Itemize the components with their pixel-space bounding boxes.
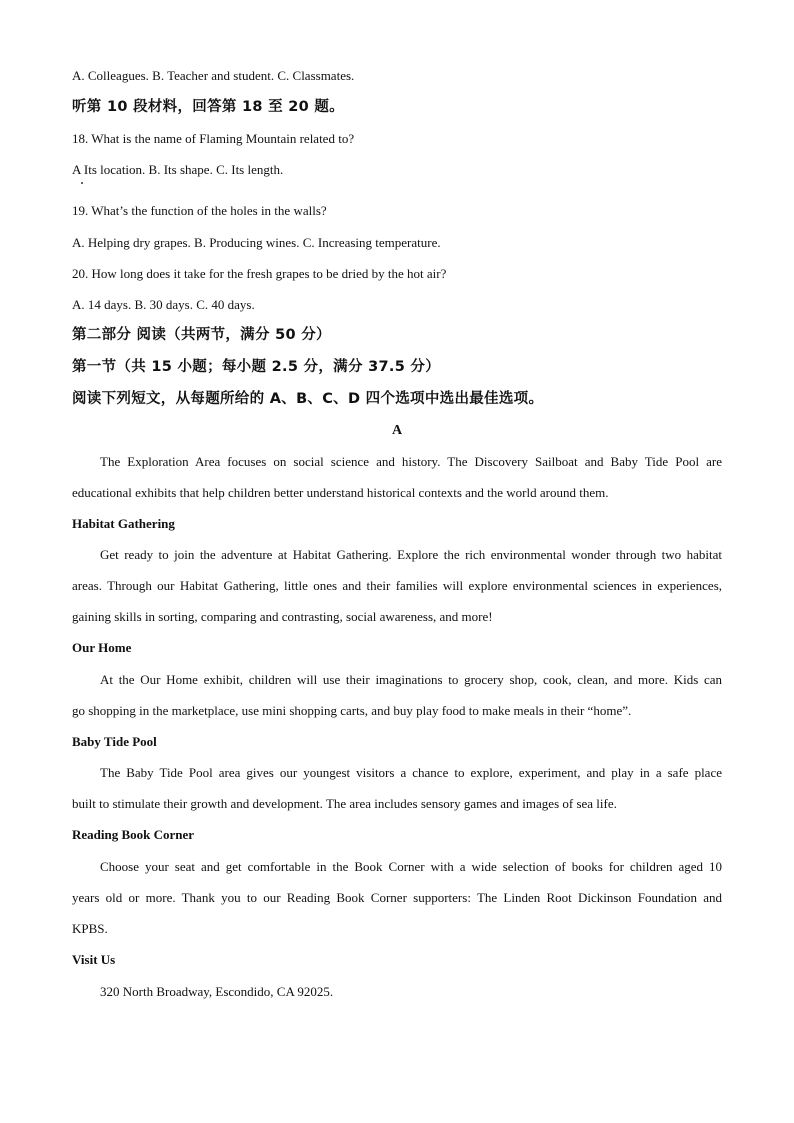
book-line-3: KPBS.	[72, 921, 108, 936]
passage-label: A	[391, 423, 403, 438]
tide-line-2: built to stimulate their growth and development. The area includes sensory games and images of sea life.	[72, 796, 617, 811]
q17-options: A. Colleagues. B. Teacher and student. C. Classmates.	[72, 68, 355, 83]
question-20-options: A. 14 days. B. 30 days. C. 40 days.	[72, 297, 255, 312]
intro-line-1: The Exploration Area focuses on social science and history. The Discovery Sailboat and Baby Tide Pool are	[100, 454, 722, 469]
question-18-options: A Its location. B. Its shape. C. Its length.	[72, 162, 284, 177]
stray-mark	[81, 182, 83, 184]
book-line-2: years old or more. Thank you to our Reading Book Corner supporters: The Linden Root Dickinson Foundation and	[72, 890, 722, 905]
section1-title: 第一节（共 15 小题；每小题 2.5 分，满分 37.5 分）	[72, 359, 441, 375]
home-line-2: go shopping in the marketplace, use mini shopping carts, and buy play food to make meals in their “home”.	[72, 703, 632, 718]
visit-address: 320 North Broadway, Escondido, CA 92025.	[100, 984, 334, 999]
part2-title: 第二部分 阅读（共两节，满分 50 分）	[72, 327, 331, 343]
tide-heading: Baby Tide Pool	[72, 734, 157, 749]
habitat-line-2: areas. Through our Habitat Gathering, little ones and their families will explore environmental sciences in experiences,	[72, 578, 722, 593]
section10-title: 听第 10 段材料，回答第 18 至 20 题。	[72, 99, 345, 115]
question-20: 20. How long does it take for the fresh grapes to be dried by the hot air?	[72, 266, 447, 281]
reading-instructions: 阅读下列短文，从每题所给的 A、B、C、D 四个选项中选出最佳选项。	[72, 391, 544, 407]
question-19: 19. What’s the function of the holes in the walls?	[72, 203, 327, 218]
question-19-options: A. Helping dry grapes. B. Producing wines. C. Increasing temperature.	[72, 235, 441, 250]
habitat-heading: Habitat Gathering	[72, 516, 175, 531]
intro-line-2: educational exhibits that help children better understand historical contexts and the world around them.	[72, 485, 609, 500]
habitat-line-1: Get ready to join the adventure at Habitat Gathering. Explore the rich environmental wonder through two habitat	[100, 547, 722, 562]
visit-heading: Visit Us	[72, 952, 116, 967]
book-heading: Reading Book Corner	[72, 827, 195, 842]
habitat-line-3: gaining skills in sorting, comparing and contrasting, social awareness, and more!	[72, 609, 493, 624]
home-heading: Our Home	[72, 640, 132, 655]
home-line-1: At the Our Home exhibit, children will use their imaginations to grocery shop, cook, clean, and more. Kids can	[100, 672, 722, 687]
book-line-1: Choose your seat and get comfortable in the Book Corner with a wide selection of books for children aged 10	[100, 859, 722, 874]
question-18: 18. What is the name of Flaming Mountain related to?	[72, 131, 355, 146]
tide-line-1: The Baby Tide Pool area gives our youngest visitors a chance to explore, experiment, and play in a safe place	[100, 765, 722, 780]
